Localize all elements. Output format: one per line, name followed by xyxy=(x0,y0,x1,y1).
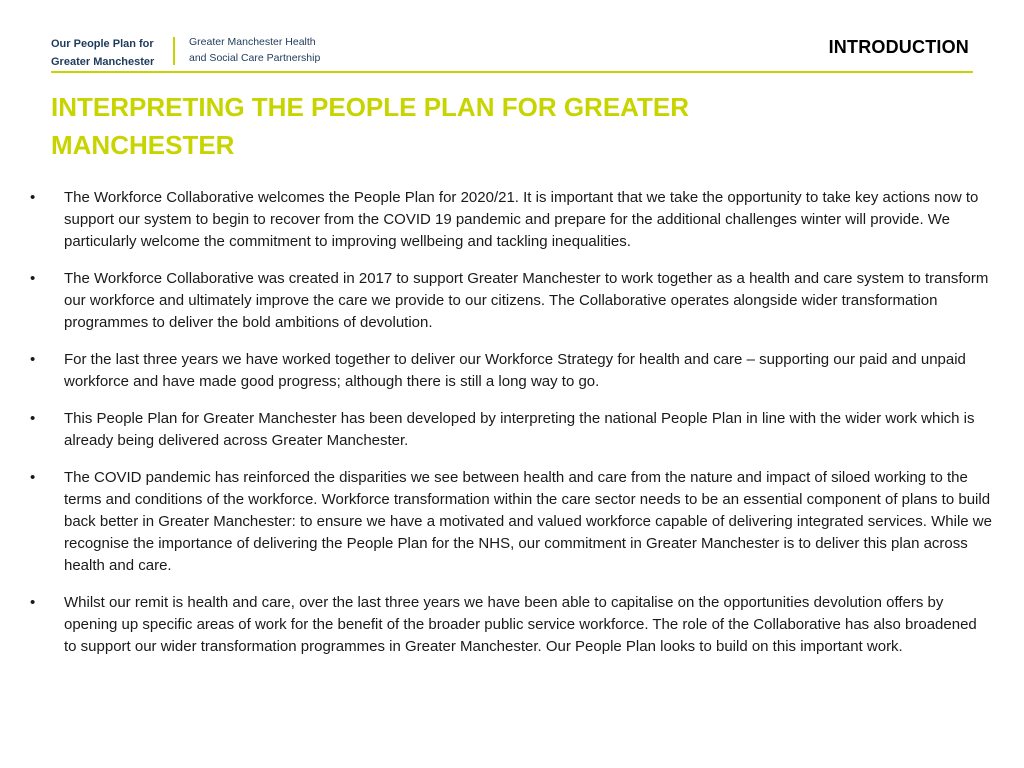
bullet-icon: • xyxy=(30,410,36,427)
bullet-icon: • xyxy=(30,469,36,486)
partner-line-2: and Social Care Partnership xyxy=(189,51,321,64)
bullet-icon: • xyxy=(30,594,36,611)
bullet-list xyxy=(30,187,992,673)
list-item xyxy=(30,349,992,393)
list-item xyxy=(30,187,992,253)
bullet-text: The COVID pandemic has reinforced the disparities we see between health and care from the nature and impact of siloed working to the terms and conditions of the workforce. Workforce transformation within the care sector needs to be an essential component of plans to build back better in Greater Manchester: to ensure we have a motivated and valued workforce capable of delivering integrated services. While we recognise the importance of delivering the People Plan for the NHS, our commitment in Greater Manchester is to deliver this plan across health and care. xyxy=(64,469,992,574)
page-title: INTERPRETING THE PEOPLE PLAN FOR GREATER MANCHESTER xyxy=(51,92,690,160)
partner-line-1: Greater Manchester Health xyxy=(189,36,316,48)
bullet-text: The Workforce Collaborative was created in 2017 to support Greater Manchester to work together as a health and care system to transform our workforce and ultimately improve the care we provide to our citizens. The Collaborative operates alongside wider transformation programmes to deliver the bold ambitions of devolution. xyxy=(64,270,989,331)
list-item xyxy=(30,592,992,658)
bullet-icon: • xyxy=(30,270,36,287)
list-item xyxy=(30,408,992,452)
bullet-text: Whilst our remit is health and care, over the last three years we have been able to capitalise on the opportunities devolution offers by opening up specific areas of work for the benefit of the broader public service workforce. The role of the Collaborative has also broadened to support our wider transformation programmes in Greater Manchester. Our People Plan looks to build on this important work. xyxy=(64,594,977,655)
people-plan-logo xyxy=(51,35,173,71)
partnership-logo xyxy=(189,35,320,66)
bullet-text: This People Plan for Greater Manchester has been developed by interpreting the national People Plan in line with the wider work which is already being delivered across Greater Manchester. xyxy=(64,410,975,449)
bullet-text: For the last three years we have worked together to deliver our Workforce Strategy for health and care – supporting our paid and unpaid workforce and have made good progress; although there is still a long way to go. xyxy=(64,351,966,390)
logo-line-1: Our People Plan for xyxy=(51,38,154,50)
bullet-text: The Workforce Collaborative welcomes the People Plan for 2020/21. It is important that we take the opportunity to take key actions now to support our system to begin to recover from the COVID 19 pandemic and prepare for the additional challenges winter will provide. We particularly welcome the commitment to improving wellbeing and tackling inequalities. xyxy=(64,189,979,250)
list-item xyxy=(30,467,992,577)
bullet-icon: • xyxy=(30,189,36,206)
header-rule xyxy=(51,71,973,73)
bullet-icon: • xyxy=(30,351,36,368)
logo-divider xyxy=(173,37,175,65)
section-label: INTRODUCTION xyxy=(828,37,969,57)
list-item xyxy=(30,268,992,334)
logo-line-2: Greater Manchester xyxy=(51,56,155,68)
